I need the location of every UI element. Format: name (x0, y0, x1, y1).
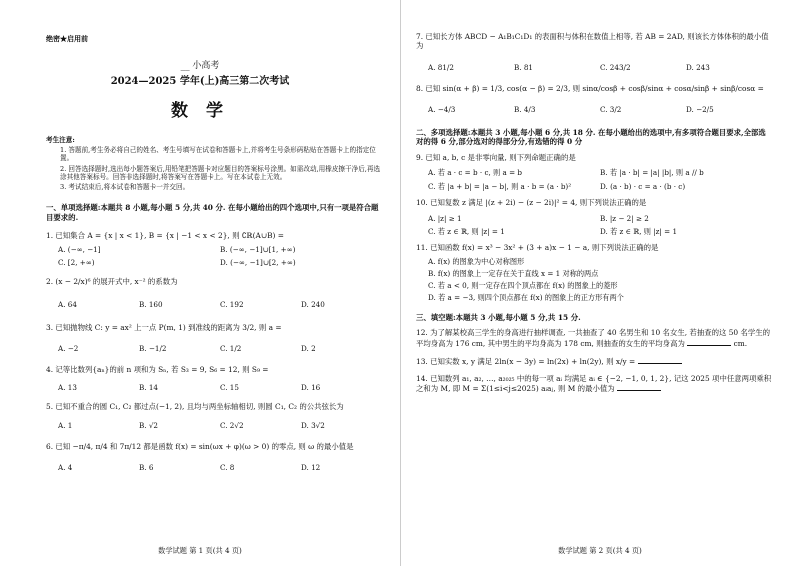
option-d: D. (−∞, −1]∪[2, +∞) (220, 257, 296, 267)
question-2-options (58, 300, 382, 309)
option-b: B. f(x) 的图象上一定存在关于直线 x = 1 对称的两点 (428, 268, 599, 278)
option-a: A. −4/3 (428, 104, 456, 114)
page-2-footer: 数学试题 第 2 页(共 4 页) (558, 546, 642, 555)
option-b: B. 6 (139, 463, 154, 473)
notice-1: 1. 答题前,考生务必将自己的姓名、考生号填写在试卷和答题卡上,并将考生号条形码粘贴在答题卡上的指定位置。 (60, 146, 376, 163)
notice-3: 3. 考试结束后,将本试卷和答题卡一并交回。 (60, 183, 190, 192)
question-3-options (58, 344, 382, 353)
option-d: D. −2/5 (686, 104, 714, 114)
option-c: C. 1/2 (220, 344, 242, 354)
question-12 (416, 328, 772, 348)
option-a: A. 1 (58, 420, 73, 430)
notice-2: 2. 回答选择题时,选出每小题答案后,用铅笔把答题卡对应题目的答案标号涂黑。如需改动,用橡皮擦干净后,再选涂其他答案标号。回答非选择题时,将答案写在答题卡上。写在本试卷上无效。 (60, 164, 381, 181)
section-1-heading: 一、单项选择题:本题共 8 小题,每小题 5 分,共 40 分. 在每小题给出的四个选项中,只有一项是符合题目要求的. (46, 203, 379, 223)
answer-blank (687, 338, 731, 346)
option-c: C. 8 (220, 463, 235, 473)
question-11-options (428, 256, 772, 305)
question-8-options (428, 105, 772, 114)
exam-line1: __ 小高考 (180, 61, 220, 71)
option-c: C. 192 (220, 300, 244, 310)
option-a: A. 81/2 (428, 62, 454, 72)
option-c: C. [2, +∞) (58, 257, 95, 267)
question-5: 5. 已知不重合的圆 C₁, C₂ 都过点(−1, 2), 且均与两坐标轴相切, 则圆 C₁, C₂ 的公共弦长为 (46, 401, 344, 411)
option-c: C. 若 a < 0, 则一定存在四个顶点都在 f(x) 的图象上的菱形 (428, 281, 618, 291)
question-12-unit: cm. (733, 338, 748, 348)
answer-blank (638, 356, 682, 364)
section-3-heading: 三、填空题:本题共 3 小题,每小题 5 分,共 15 分. (416, 312, 581, 322)
option-a: A. 13 (58, 382, 77, 392)
option-c: C. 3/2 (600, 104, 622, 114)
option-d: D. 243 (686, 62, 710, 72)
option-c: C. 243/2 (600, 62, 631, 72)
option-a: A. 4 (58, 463, 73, 473)
answer-blank (617, 383, 661, 391)
option-d: D. 2 (301, 344, 316, 354)
page-1-footer: 数学试题 第 1 页(共 4 页) (158, 546, 242, 555)
option-a: A. (−∞, −1] (58, 244, 101, 254)
question-10: 10. 已知复数 z 满足 |(z + 2i) − (z − 2i)|² = 4, 则下列说法正确的是 (416, 198, 647, 208)
question-14-text: 14. 已知数列 a₁, a₂, …, a₂₀₂₅ 中的每一项 aᵢ 均满足 aᵢ ∈ {−2, −1, 0, 1, 2}, 记这 2025 项中任意两项乘积之和为 M, 即 M = Σ(1≤i<j≤2025) aᵢaⱼ, 则 M 的最小值为 (416, 374, 772, 394)
option-d: D. 16 (301, 382, 321, 392)
question-8: 8. 已知 sin(α + β) = 1/3, cos(α − β) = 2/3, 则 sinα/cosβ + cosβ/sinα + cosα/sinβ + sinβ/cosα = (416, 83, 764, 93)
question-11: 11. 已知函数 f(x) = x³ − 3x² + (3 + a)x − 1 − a, 则下列说法正确的是 (416, 242, 659, 252)
option-b: B. 4/3 (514, 104, 536, 114)
section-2-heading: 二、多项选择题:本题共 3 小题,每小题 6 分,共 18 分. 在每小题给出的选项中,有多项符合题目要求,全部选对的得 6 分,部分选对的得部分分,有选错的得 0 分 (416, 127, 766, 147)
question-6: 6. 已知 −π/4, π/4 和 7π/12 都是函数 f(x) = sin(ωx + φ)(ω > 0) 的零点, 则 ω 的最小值是 (46, 441, 354, 451)
question-3: 3. 已知抛物线 C: y = ax² 上一点 P(m, 1) 到准线的距离为 3/2, 则 a = (46, 323, 282, 333)
option-b: B. (−∞, −1]∪[1, +∞) (220, 244, 296, 254)
question-2: 2. (x − 2/x)⁶ 的展开式中, x⁻² 的系数为 (46, 276, 178, 286)
question-7: 7. 已知长方体 ABCD − A₁B₁C₁D₁ 的表面积与体积在数值上相等, 若 AB = 2AD, 则该长方体体积的最小值为 (416, 32, 769, 51)
option-d: D. (a · b) · c = a · (b · c) (600, 182, 686, 192)
question-1-options (58, 245, 382, 267)
option-d: D. 3√2 (301, 420, 325, 430)
question-4: 4. 记等比数列{aₙ}的前 n 项和为 Sₙ, 若 S₃ = 9, S₆ = 12, 则 S₉ = (46, 365, 269, 375)
option-b: B. 160 (139, 300, 163, 310)
question-4-options (58, 383, 382, 392)
question-10-options (428, 214, 772, 237)
exam-line2: 2024—2025 学年(上)高三第二次考试 (110, 76, 290, 87)
option-a: A. −2 (58, 344, 79, 354)
option-d: D. 若 a = −3, 则四个顶点都在 f(x) 的图象上的正方形有两个 (428, 293, 624, 303)
option-c: C. 15 (220, 382, 239, 392)
question-5-options (58, 421, 382, 430)
option-b: B. 81 (514, 62, 533, 72)
option-d: D. 12 (301, 463, 321, 473)
option-c: C. 若 z ∈ ℝ, 则 |z| = 1 (428, 226, 505, 236)
question-9-options (428, 168, 772, 192)
option-b: B. |z − 2| ≥ 2 (600, 213, 649, 223)
option-c: C. 2√2 (220, 420, 244, 430)
question-7-options (428, 63, 772, 72)
question-6-options (58, 463, 382, 472)
option-c: C. 若 |a + b| = |a − b|, 则 a · b = (a · b)² (428, 182, 572, 192)
option-b: B. 若 |a · b| = |a| |b|, 则 a // b (600, 168, 704, 178)
subject-title: 数 学 (171, 101, 229, 121)
option-a: A. f(x) 的图象为中心对称图形 (428, 256, 525, 266)
notice-title: 考生注意: (46, 136, 75, 144)
question-12-text: 12. 为了解某校高三学生的身高进行抽样调查, 一共抽查了 40 名男生和 10 名女生, 若抽查的这 50 名学生的平均身高为 176 cm, 其中男生的平均身高为 178 cm, 则抽查的女生的平均身高为 (416, 328, 771, 348)
question-9: 9. 已知 a, b, c 是非零向量, 则下列命题正确的是 (416, 153, 576, 162)
option-b: B. √2 (139, 420, 159, 430)
option-a: A. |z| ≥ 1 (428, 213, 462, 223)
page-right (400, 0, 800, 566)
option-a: A. 64 (58, 300, 77, 310)
option-a: A. 若 a · c = b · c, 则 a = b (428, 168, 522, 178)
option-b: B. −1/2 (139, 344, 167, 354)
question-14 (416, 374, 772, 394)
confidential-mark: 绝密★启用前 (46, 34, 88, 43)
option-d: D. 240 (301, 300, 325, 310)
question-13 (416, 356, 772, 366)
option-d: D. 若 z ∈ ℝ, 则 |z| = 1 (600, 226, 678, 236)
question-1: 1. 已知集合 A = {x | x < 1}, B = {x | −1 < x < 2}, 则 ∁ℝ(A∪B) = (46, 230, 284, 240)
option-b: B. 14 (139, 382, 158, 392)
question-13-text: 13. 已知实数 x, y 满足 2ln(x − 3y) = ln(2x) + ln(2y), 则 x/y = (416, 356, 636, 366)
